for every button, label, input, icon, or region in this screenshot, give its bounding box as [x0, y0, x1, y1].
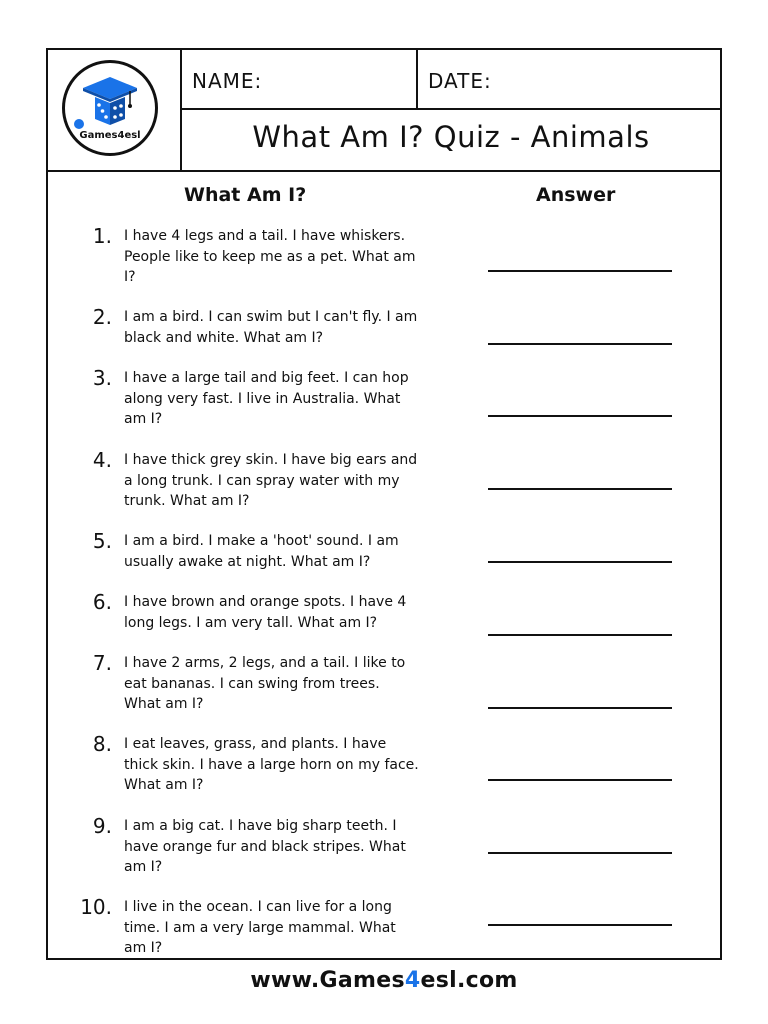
- footer-url[interactable]: [0, 968, 768, 993]
- answer-line[interactable]: [488, 415, 672, 417]
- answer-line[interactable]: [488, 270, 672, 272]
- question-item: [48, 448, 720, 518]
- answer-line[interactable]: [488, 488, 672, 490]
- question-number: 3.: [92, 366, 112, 390]
- answer-line[interactable]: [488, 634, 672, 636]
- answer-line[interactable]: [488, 343, 672, 345]
- question-number: 7.: [92, 651, 112, 675]
- question-number: 4.: [92, 448, 112, 472]
- question-number: 8.: [92, 732, 112, 756]
- worksheet-header: [48, 50, 720, 172]
- footer-url-accent: 4: [404, 968, 421, 993]
- question-item: [48, 895, 720, 965]
- question-number: 5.: [92, 529, 112, 553]
- question-text: I have 4 legs and a tail. I have whiskers. People like to keep me as a pet. What am I?: [124, 228, 416, 285]
- title-cell: [182, 110, 720, 170]
- question-text: I eat leaves, grass, and plants. I have thick skin. I have a large horn on my face. What am I?: [124, 736, 419, 793]
- answer-line[interactable]: [488, 924, 672, 926]
- question-number: 6.: [92, 590, 112, 614]
- footer-url-suffix: esl.com: [420, 968, 518, 993]
- answer-line[interactable]: [488, 707, 672, 709]
- question-item: [48, 814, 720, 884]
- question-item: [48, 651, 720, 721]
- question-item: [48, 366, 720, 436]
- question-text: I have thick grey skin. I have big ears and a long trunk. I can spray water with my trunk. What am I?: [124, 452, 418, 509]
- logo-text: Games4esl: [79, 130, 141, 141]
- question-number: 1.: [92, 224, 112, 248]
- page-title: What Am I? Quiz - Animals: [252, 120, 650, 154]
- name-field[interactable]: [182, 50, 418, 110]
- answer-line[interactable]: [488, 779, 672, 781]
- question-item: [48, 732, 720, 802]
- question-number: 2.: [92, 305, 112, 329]
- question-item: [48, 224, 720, 294]
- date-field[interactable]: [418, 50, 720, 110]
- worksheet: [46, 48, 722, 960]
- question-text: I have brown and orange spots. I have 4 long legs. I am very tall. What am I?: [124, 594, 407, 631]
- question-text: I have a large tail and big feet. I can hop along very fast. I live in Australia. What am I?: [124, 370, 409, 427]
- question-item: [48, 529, 720, 599]
- question-item: [48, 590, 720, 660]
- question-text: I am a bird. I make a 'hoot' sound. I am usually awake at night. What am I?: [124, 533, 399, 570]
- logo: [62, 60, 158, 156]
- question-text: I am a big cat. I have big sharp teeth. I have orange fur and black stripes. What am I?: [124, 818, 406, 875]
- question-item: [48, 305, 720, 375]
- date-label: DATE:: [428, 69, 492, 93]
- logo-cell: [48, 50, 182, 170]
- answer-line[interactable]: [488, 852, 672, 854]
- question-number: 10.: [80, 895, 112, 919]
- question-number: 9.: [92, 814, 112, 838]
- answer-column-heading: Answer: [536, 184, 616, 206]
- graduation-cap-dice-icon: [81, 75, 139, 127]
- answer-line[interactable]: [488, 561, 672, 563]
- question-text: I have 2 arms, 2 legs, and a tail. I like to eat bananas. I can swing from trees. What am I?: [124, 655, 406, 712]
- question-text: I am a bird. I can swim but I can't fly. I am black and white. What am I?: [124, 309, 418, 346]
- name-label: NAME:: [192, 69, 263, 93]
- question-text: I live in the ocean. I can live for a long time. I am a very large mammal. What am I?: [124, 899, 396, 956]
- footer-url-prefix: www.Games: [250, 968, 405, 993]
- question-column-heading: What Am I?: [184, 184, 307, 206]
